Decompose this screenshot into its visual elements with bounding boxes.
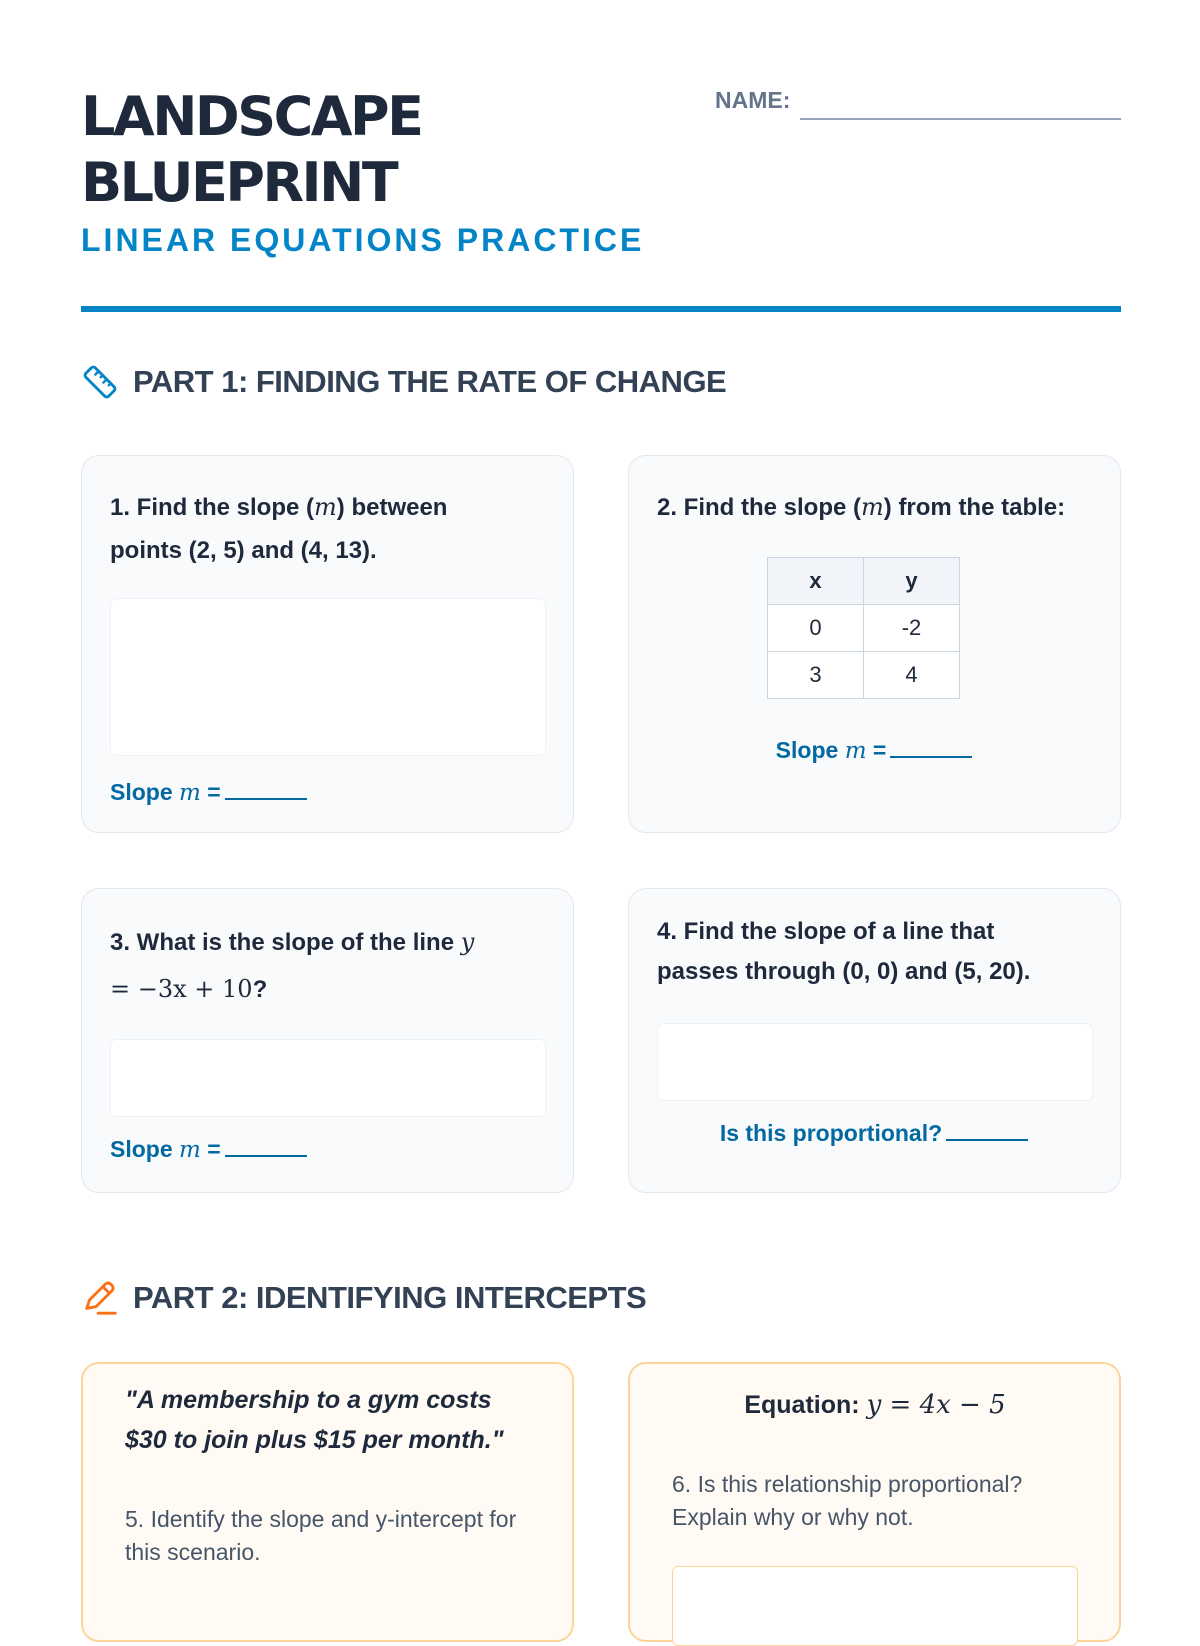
q4-line-1: 4. Find the slope of a line that <box>657 918 995 945</box>
q4-answer-blank[interactable] <box>946 1119 1028 1141</box>
q3-work-area[interactable] <box>110 1039 546 1117</box>
q2-table-header-y: y <box>864 558 960 605</box>
q6-answer-area[interactable] <box>672 1566 1078 1646</box>
quote-line-1: "A membership to a gym costs <box>125 1386 492 1414</box>
question-3-card <box>81 888 574 1193</box>
question-1-text <box>110 486 447 572</box>
q2-table-header-x: x <box>768 558 864 605</box>
question-6-card <box>628 1362 1121 1642</box>
q6-line-2: Explain why or why not. <box>672 1504 914 1530</box>
q2-table-header-row <box>768 558 960 605</box>
q3-answer-suffix: = <box>200 1136 221 1162</box>
question-3-text <box>110 919 474 1013</box>
question-2-card <box>628 455 1121 833</box>
title-line-2: BLUEPRINT <box>81 151 397 214</box>
q2-table-row <box>768 605 960 652</box>
q1-answer-blank[interactable] <box>225 778 307 800</box>
equation-line <box>630 1384 1120 1427</box>
q2-answer-label <box>629 736 1119 764</box>
name-label: NAME: <box>715 87 791 113</box>
worksheet-subtitle: LINEAR EQUATIONS PRACTICE <box>81 222 645 258</box>
q3-answer-var: m <box>179 1137 201 1163</box>
gym-scenario-quote <box>125 1380 504 1460</box>
question-6-text <box>672 1468 1022 1534</box>
q5-line-1: 5. Identify the slope and y-intercept for <box>125 1506 517 1532</box>
q1-answer-prefix: Slope <box>110 779 180 805</box>
q3-equation: = −3x + 10 <box>110 975 253 1003</box>
q2-table-cell: 3 <box>768 652 864 699</box>
q1-answer-var: m <box>179 780 201 806</box>
question-1-card <box>81 455 574 833</box>
q3-answer-blank[interactable] <box>225 1135 307 1157</box>
q4-work-area[interactable] <box>657 1023 1093 1101</box>
part1-heading <box>81 363 726 401</box>
title-line-1: LANDSCAPE <box>81 85 422 148</box>
q1-var: m <box>314 493 337 521</box>
q1-text-start: 1. Find the slope ( <box>110 494 315 521</box>
q2-answer-blank[interactable] <box>890 736 972 758</box>
q2-xy-table <box>767 557 960 699</box>
header-divider <box>81 306 1121 312</box>
part2-heading <box>81 1279 646 1317</box>
q2-answer-prefix: Slope <box>775 737 845 763</box>
q2-table-cell: -2 <box>864 605 960 652</box>
question-5-card <box>81 1362 574 1642</box>
ruler-icon <box>81 363 119 401</box>
quote-line-2: $30 to join plus $15 per month." <box>125 1426 504 1454</box>
q3-text-start: 3. What is the slope of the line <box>110 929 461 956</box>
equation-label: Equation: <box>744 1391 860 1419</box>
worksheet-page <box>81 0 1121 1600</box>
q3-text-end: ? <box>252 976 268 1003</box>
q4-line-2: passes through (0, 0) and (5, 20). <box>657 958 1031 985</box>
q1-answer-suffix: = <box>200 779 221 805</box>
q1-line-2: points (2, 5) and (4, 13). <box>110 537 377 564</box>
q3-answer-label <box>110 1135 307 1163</box>
q4-answer-label <box>629 1119 1119 1147</box>
q2-answer-var: m <box>844 738 867 764</box>
q2-text-end: ) from the table: <box>883 494 1066 521</box>
question-4-text <box>657 912 1030 992</box>
q2-table-cell: 0 <box>768 605 864 652</box>
q4-answer-text: Is this proportional? <box>719 1120 943 1146</box>
q3-var: y <box>460 928 475 956</box>
q2-table-row <box>768 652 960 699</box>
worksheet-title <box>81 84 422 216</box>
q3-answer-prefix: Slope <box>110 1136 180 1162</box>
q2-table-cell: 4 <box>864 652 960 699</box>
q1-text-end: ) between <box>336 494 448 521</box>
q2-answer-suffix: = <box>866 737 887 763</box>
pencil-icon <box>81 1279 119 1317</box>
q2-text-start: 2. Find the slope ( <box>657 494 862 521</box>
equation-value: y = 4x − 5 <box>866 1390 1006 1420</box>
name-field-line[interactable] <box>800 118 1121 120</box>
q6-line-1: 6. Is this relationship proportional? <box>672 1471 1023 1497</box>
part2-title: PART 2: IDENTIFYING INTERCEPTS <box>133 1280 647 1315</box>
question-4-card <box>628 888 1121 1193</box>
part1-title: PART 1: FINDING THE RATE OF CHANGE <box>133 364 727 399</box>
q2-var: m <box>861 493 884 521</box>
question-2-text <box>657 486 1065 529</box>
q5-line-2: this scenario. <box>125 1539 261 1565</box>
q1-work-area[interactable] <box>110 598 546 756</box>
q1-answer-label <box>110 778 307 806</box>
question-5-text <box>125 1503 516 1569</box>
